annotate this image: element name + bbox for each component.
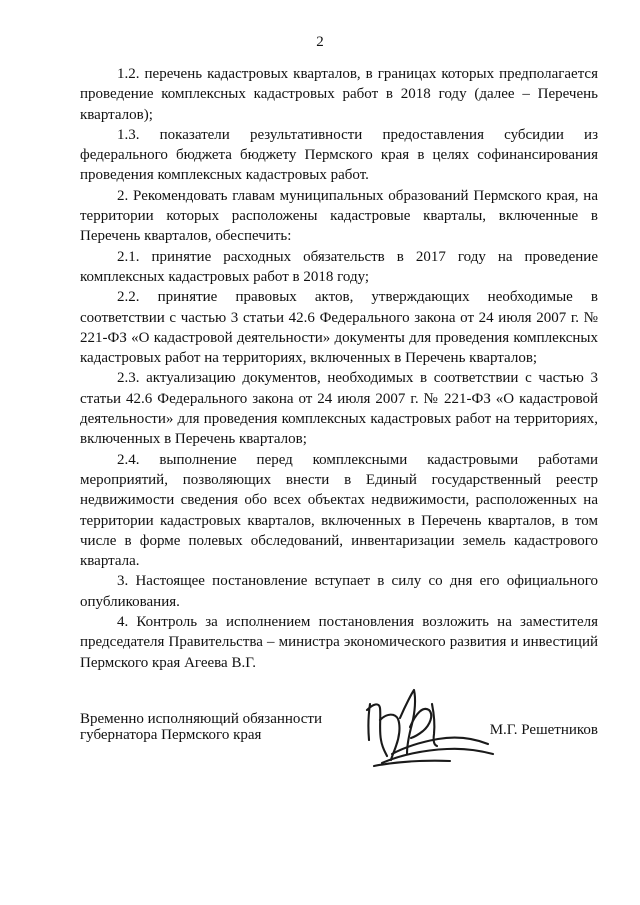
- paragraph-1-2: 1.2. перечень кадастровых кварталов, в границах которых предполагается проведение комплексных кадастровых работ в 2018 году (далее – Перечень кварталов);: [80, 66, 598, 123]
- signer-title-line-2: губернатора Пермского края: [80, 727, 262, 743]
- signer-name: М.Г. Решетников: [489, 722, 598, 738]
- signer-title-line-1: Временно исполняющий обязанности: [80, 711, 323, 727]
- page-number: 2: [316, 34, 324, 50]
- paragraph-2-3: 2.3. актуализацию документов, необходимых в соответствии с частью 3 статьи 42.6 Федерального закона от 24 июля 2007 г. № 221-ФЗ «О кадастровой деятельности» для проведения комплексных кадастровых работ на территориях, включенных в Перечень кварталов;: [80, 370, 598, 448]
- handwritten-signature: [352, 684, 502, 774]
- paragraph-3: 3. Настоящее постановление вступает в силу со дня его официального опубликования.: [80, 573, 598, 610]
- signer-title: [80, 711, 322, 743]
- paragraph-2-4: 2.4. выполнение перед комплексными кадастровыми работами мероприятий, позволяющих внести в Единый государственный реестр недвижимости сведения обо всех объектах недвижимости, расположенных на территории кадастровых кварталов, включенных в Перечень кварталов, в том числе в форме полевых обследований, инвентаризации земель кадастрового квартала.: [80, 451, 598, 570]
- paragraph-2: 2. Рекомендовать главам муниципальных образований Пермского края, на территории которых расположены кадастровые кварталы, включенные в Перечень кварталов, обеспечить:: [80, 187, 598, 245]
- document-body: [80, 64, 598, 673]
- signature-block: [80, 711, 598, 771]
- paragraph-2-1: 2.1. принятие расходных обязательств в 2017 году на проведение комплексных кадастровых работ в 2018 году;: [80, 248, 598, 285]
- paragraph-4: 4. Контроль за исполнением постановления возложить на заместителя председателя Правительства – министра экономического развития и инвестиций Пермского края Агеева В.Г.: [80, 614, 598, 671]
- paragraph-1-3: 1.3. показатели результативности предоставления субсидии из федерального бюджета бюджету Пермского края в целях софинансирования проведения комплексных кадастровых работ.: [80, 126, 598, 184]
- paragraph-2-2: 2.2. принятие правовых актов, утверждающих необходимые в соответствии с частью 3 статьи 42.6 Федерального закона от 24 июля 2007 г. № 221-ФЗ «О кадастровой деятельности» документы для проведения комплексных кадастровых работ на территориях, включенных в Перечень кварталов;: [80, 289, 598, 367]
